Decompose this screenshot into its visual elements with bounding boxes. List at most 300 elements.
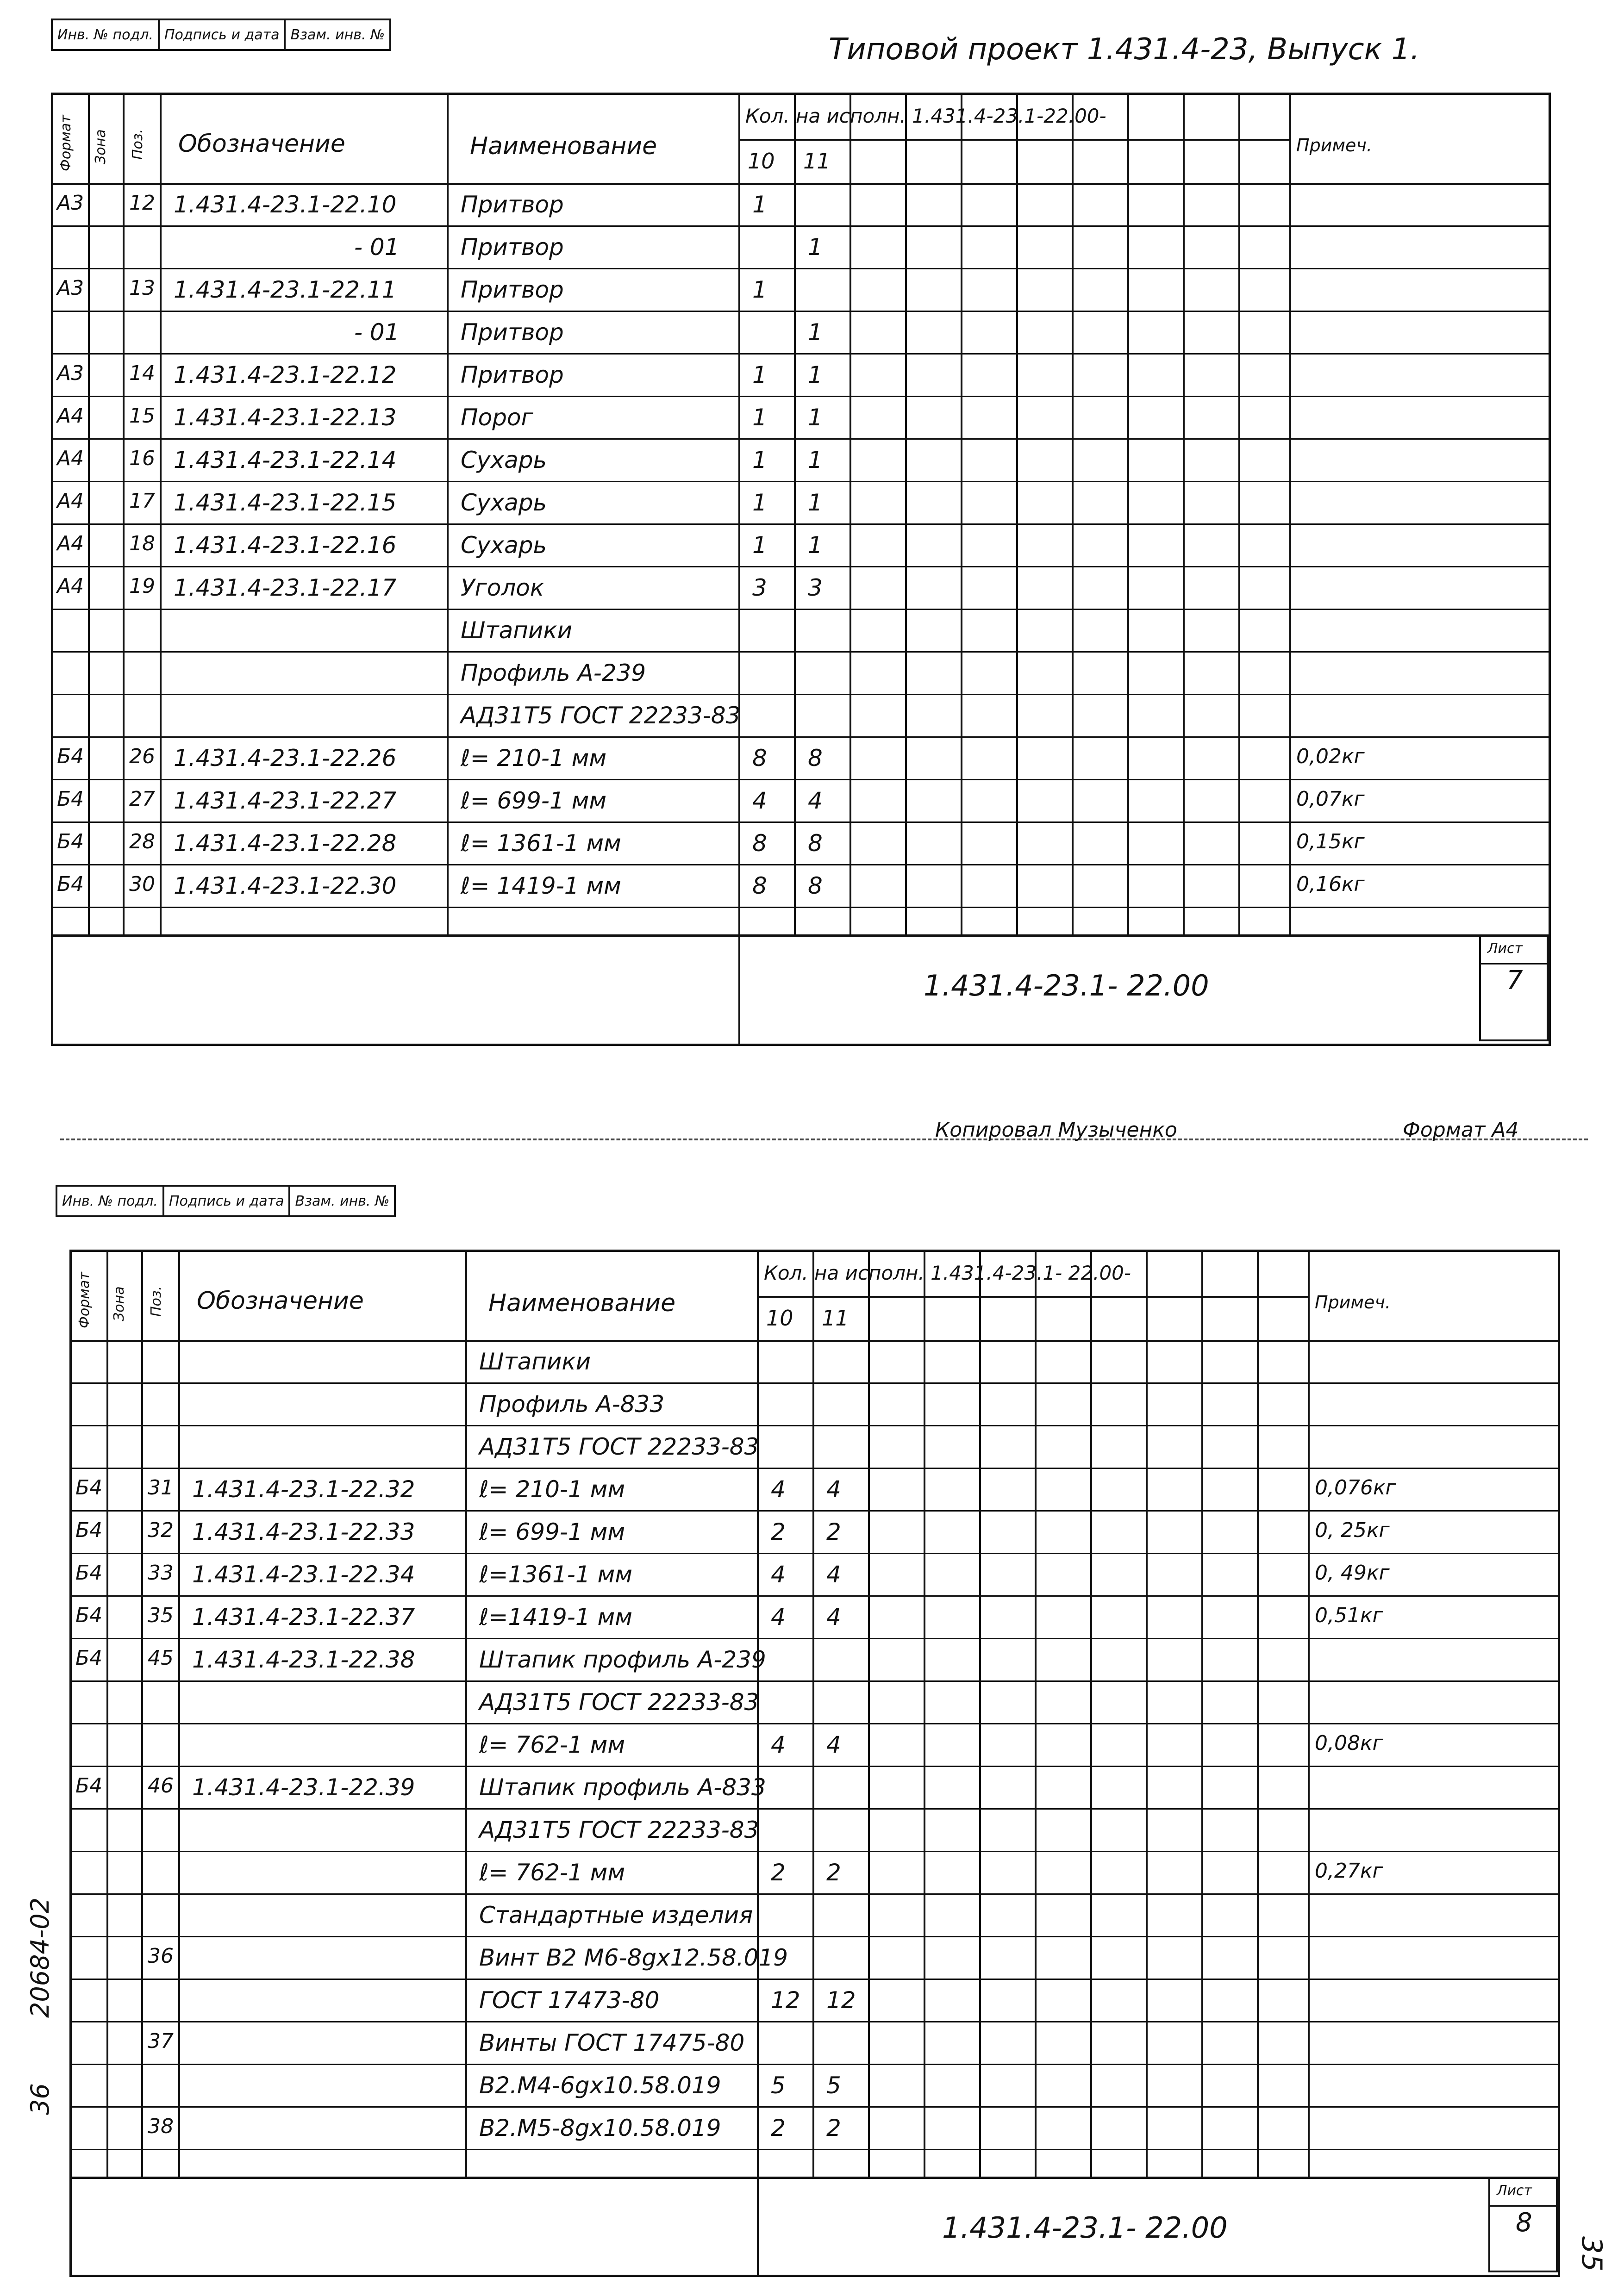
- page-divider: [60, 1139, 1588, 1140]
- cell-format: Б4: [75, 1604, 103, 1627]
- stamp-divider: [738, 934, 740, 1044]
- row-divider: [72, 1723, 757, 1724]
- row-divider: [53, 864, 738, 865]
- row-divider: [738, 651, 1549, 653]
- approval-stamp-bottom: [56, 1185, 396, 1217]
- cell-note: 0,27кг: [1315, 1859, 1383, 1883]
- approval-stamp-top: [51, 19, 391, 51]
- cell-designation: 1.431.4-23.1-22.34: [192, 1561, 415, 1588]
- cell-name: Штапик профиль А-239: [479, 1646, 766, 1673]
- cell-name: Притвор: [461, 276, 564, 303]
- row-divider: [757, 1851, 1558, 1852]
- inv-label: Инв. № подл.: [52, 19, 159, 50]
- cell-designation: 1.431.4-23.1-22.30: [174, 872, 397, 899]
- col-divider: [1289, 95, 1291, 934]
- row-divider: [72, 2149, 757, 2150]
- qty-header-line: [738, 139, 1289, 141]
- row-divider: [738, 523, 1549, 525]
- row-divider: [738, 268, 1549, 269]
- cell-position: 46: [148, 1774, 174, 1798]
- col-divider: [868, 1252, 870, 2177]
- row-divider: [53, 694, 738, 695]
- cell-qty-11: 4: [808, 787, 823, 814]
- cell-position: 14: [129, 361, 155, 385]
- cell-format: Б4: [75, 1561, 103, 1585]
- cell-name: Винт В2 М6-8gх12.58.019: [479, 1944, 788, 1971]
- sheet-number-box: [1479, 934, 1549, 1041]
- row-divider: [53, 907, 738, 908]
- cell-position: 35: [148, 1604, 174, 1627]
- cell-format: А4: [57, 532, 84, 555]
- row-divider: [72, 1893, 757, 1895]
- cell-name: В2.М5-8gх10.58.019: [479, 2115, 721, 2141]
- cell-format: Б4: [57, 745, 84, 768]
- col-divider: [1183, 95, 1185, 934]
- cell-qty-10: 1: [752, 489, 767, 516]
- project-title: Типовой проект 1.431.4-23, Выпуск 1.: [829, 32, 1420, 67]
- cell-designation: 1.431.4-23.1-22.26: [174, 745, 397, 772]
- row-divider: [738, 609, 1549, 610]
- row-divider: [72, 1425, 757, 1426]
- row-divider: [738, 694, 1549, 695]
- cell-qty-10: 2: [771, 1518, 786, 1545]
- cell-qty-10: 8: [752, 830, 767, 857]
- cell-name: ГОСТ 17473-80: [479, 1987, 660, 2014]
- cell-format: А3: [57, 191, 84, 215]
- cell-designation: 1.431.4-23.1-22.28: [174, 830, 397, 857]
- row-divider: [53, 438, 738, 440]
- cell-name: ℓ= 1361-1 мм: [461, 830, 621, 857]
- sheet-label: Лист: [1497, 2183, 1532, 2199]
- cell-position: 33: [148, 1561, 174, 1585]
- cell-qty-10: 1: [752, 191, 767, 218]
- cell-note: 0,076кг: [1315, 1476, 1396, 1500]
- col-name-label: Наименование: [488, 1289, 676, 1317]
- row-divider: [757, 2106, 1558, 2108]
- cell-qty-11: 1: [808, 361, 823, 388]
- cell-designation: 1.431.4-23.1-22.14: [174, 447, 397, 473]
- cell-qty-10: 1: [752, 361, 767, 388]
- col-divider: [1016, 95, 1018, 934]
- page-number-left: 36: [25, 2083, 55, 2115]
- col-divider: [1257, 1252, 1259, 2177]
- cell-qty-11: 2: [826, 1518, 841, 1545]
- cell-designation: 1.431.4-23.1-22.13: [174, 404, 397, 431]
- cell-qty-11: 1: [808, 447, 823, 473]
- cell-qty-10: 1: [752, 404, 767, 431]
- col-qty-label: Кол. на исполн. 1.431.4-23.1-22.00-: [745, 105, 1106, 127]
- inv-label: Инв. № подл.: [56, 1186, 163, 1216]
- cell-qty-11: 1: [808, 319, 823, 346]
- col-note-label: Примеч.: [1315, 1292, 1391, 1313]
- col-pos-label: Поз.: [130, 129, 146, 160]
- cell-format: А3: [57, 361, 84, 385]
- page-number-right: 35: [1575, 2236, 1608, 2272]
- cell-format: А4: [57, 447, 84, 470]
- cell-name: Уголок: [461, 574, 544, 601]
- cell-name: Притвор: [461, 191, 564, 218]
- cell-position: 38: [148, 2115, 174, 2138]
- col-divider: [88, 95, 90, 934]
- col-divider: [1146, 1252, 1148, 2177]
- cell-position: 15: [129, 404, 155, 428]
- cell-position: 27: [129, 787, 155, 811]
- cell-name: АД31Т5 ГОСТ 22233-83: [479, 1817, 759, 1843]
- cell-designation: 1.431.4-23.1-22.33: [192, 1518, 415, 1545]
- row-divider: [757, 1808, 1558, 1810]
- cell-name: Притвор: [461, 234, 564, 261]
- cell-format: А4: [57, 489, 84, 513]
- row-divider: [757, 1638, 1558, 1639]
- col-designation-label: Обозначение: [178, 130, 345, 158]
- row-divider: [738, 736, 1549, 738]
- row-divider: [53, 779, 738, 780]
- col-pos-label: Поз.: [148, 1286, 164, 1317]
- col-name-label: Наименование: [470, 132, 657, 160]
- cell-position: 12: [129, 191, 155, 215]
- row-divider: [738, 353, 1549, 355]
- cell-position: 18: [129, 532, 155, 555]
- cell-name: Сухарь: [461, 489, 547, 516]
- col-format-label: Формат: [76, 1272, 93, 1328]
- cell-qty-11: 5: [826, 2072, 841, 2099]
- cell-name: Штапики: [479, 1348, 591, 1375]
- row-divider: [738, 481, 1549, 482]
- cell-qty-11: 1: [808, 489, 823, 516]
- cell-name: Порог: [461, 404, 533, 431]
- cell-qty-11: 8: [808, 830, 823, 857]
- cell-position: 28: [129, 830, 155, 853]
- cell-name: Штапики: [461, 617, 573, 644]
- cell-format: А4: [57, 574, 84, 598]
- cell-designation: 1.431.4-23.1-22.12: [174, 361, 397, 388]
- cell-designation: - 01: [354, 234, 400, 261]
- cell-name: ℓ= 699-1 мм: [461, 787, 607, 814]
- cell-name: ℓ= 210-1 мм: [479, 1476, 625, 1503]
- row-divider: [757, 1893, 1558, 1895]
- cell-name: Профиль А-239: [461, 660, 646, 686]
- row-divider: [72, 1766, 757, 1767]
- sign-label: Подпись и дата: [159, 19, 285, 50]
- row-divider: [53, 268, 738, 269]
- cell-qty-11: 4: [826, 1476, 841, 1503]
- col-divider: [794, 95, 796, 934]
- row-divider: [738, 438, 1549, 440]
- row-divider: [757, 1425, 1558, 1426]
- col-divider: [1308, 1252, 1310, 2177]
- cell-name: Профиль А-833: [479, 1391, 665, 1418]
- col-divider: [1090, 1252, 1092, 2177]
- cell-qty-11: 8: [808, 745, 823, 772]
- row-divider: [738, 864, 1549, 865]
- cell-name: Притвор: [461, 361, 564, 388]
- cell-name: ℓ=1361-1 мм: [479, 1561, 632, 1588]
- cell-format: Б4: [57, 787, 84, 811]
- cell-qty-11: 2: [826, 2115, 841, 2141]
- row-divider: [757, 1468, 1558, 1469]
- cell-name: ℓ= 1419-1 мм: [461, 872, 621, 899]
- row-divider: [738, 821, 1549, 823]
- col-variant-10: 10: [766, 1306, 793, 1331]
- cell-note: 0, 49кг: [1315, 1561, 1390, 1585]
- col-zone-label: Зона: [111, 1286, 127, 1321]
- cell-format: Б4: [75, 1646, 103, 1670]
- cell-name: ℓ= 762-1 мм: [479, 1859, 625, 1886]
- row-divider: [53, 225, 738, 227]
- cell-name: АД31Т5 ГОСТ 22233-83: [479, 1433, 759, 1460]
- row-divider: [72, 1936, 757, 1937]
- row-divider: [53, 736, 738, 738]
- sheet-number: 7: [1506, 965, 1523, 996]
- cell-note: 0,16кг: [1296, 872, 1365, 896]
- replace-label: Взам. инв. №: [289, 1186, 395, 1216]
- cell-qty-10: 1: [752, 447, 767, 473]
- row-divider: [53, 523, 738, 525]
- row-divider: [53, 651, 738, 653]
- col-divider: [1201, 1252, 1203, 2177]
- col-variant-11: 11: [822, 1306, 849, 1331]
- cell-qty-10: 4: [752, 787, 767, 814]
- cell-name: Сухарь: [461, 447, 547, 473]
- cell-note: 0, 25кг: [1315, 1518, 1390, 1542]
- cell-name: Сухарь: [461, 532, 547, 559]
- col-variant-10: 10: [748, 149, 775, 174]
- cell-designation: 1.431.4-23.1-22.32: [192, 1476, 415, 1503]
- col-divider: [1238, 95, 1240, 934]
- col-divider: [905, 95, 907, 934]
- cell-name: Винты ГОСТ 17475-80: [479, 2029, 745, 2056]
- cell-name: АД31Т5 ГОСТ 22233-83: [479, 1689, 759, 1716]
- cell-format: Б4: [57, 830, 84, 853]
- header-bottom-line: [72, 1340, 1558, 1342]
- cell-position: 17: [129, 489, 155, 513]
- row-divider: [757, 1680, 1558, 1682]
- row-divider: [757, 1766, 1558, 1767]
- row-divider: [757, 2064, 1558, 2065]
- cell-qty-11: 1: [808, 234, 823, 261]
- cell-designation: - 01: [354, 319, 400, 346]
- cell-format: А4: [57, 404, 84, 428]
- cell-designation: 1.431.4-23.1-22.38: [192, 1646, 415, 1673]
- row-divider: [72, 1680, 757, 1682]
- row-divider: [72, 1979, 757, 1980]
- cell-position: 13: [129, 276, 155, 300]
- cell-designation: 1.431.4-23.1-22.27: [174, 787, 397, 814]
- header-bottom-line: [53, 183, 1549, 185]
- row-divider: [72, 1595, 757, 1597]
- cell-position: 32: [148, 1518, 174, 1542]
- row-divider: [53, 566, 738, 567]
- cell-qty-11: 1: [808, 404, 823, 431]
- spec-table-sheet-8: [69, 1250, 1560, 2277]
- col-divider: [178, 1252, 180, 2177]
- col-divider: [123, 95, 125, 934]
- row-divider: [72, 1808, 757, 1810]
- cell-name: ℓ= 699-1 мм: [479, 1518, 625, 1545]
- cell-qty-11: 12: [826, 1987, 856, 2014]
- cell-note: 0,08кг: [1315, 1731, 1383, 1755]
- row-divider: [738, 779, 1549, 780]
- cell-designation: 1.431.4-23.1-22.37: [192, 1604, 415, 1630]
- row-divider: [72, 2064, 757, 2065]
- row-divider: [757, 1510, 1558, 1512]
- col-divider: [447, 95, 449, 934]
- cell-designation: 1.431.4-23.1-22.16: [174, 532, 397, 559]
- col-qty-label: Кол. на исполн. 1.431.4-23.1- 22.00-: [764, 1262, 1131, 1284]
- doc-code: 1.431.4-23.1- 22.00: [942, 2211, 1228, 2245]
- cell-qty-10: 2: [771, 2115, 786, 2141]
- col-divider: [160, 95, 162, 934]
- row-divider: [53, 609, 738, 610]
- cell-position: 36: [148, 1944, 174, 1968]
- cell-position: 19: [129, 574, 155, 598]
- cell-position: 45: [148, 1646, 174, 1670]
- col-divider: [849, 95, 851, 934]
- col-divider: [979, 1252, 981, 2177]
- cell-position: 26: [129, 745, 155, 768]
- cell-qty-10: 1: [752, 532, 767, 559]
- cell-qty-11: 4: [826, 1604, 841, 1630]
- row-divider: [738, 225, 1549, 227]
- cell-qty-11: 4: [826, 1561, 841, 1588]
- cell-designation: 1.431.4-23.1-22.39: [192, 1774, 415, 1801]
- cell-name: АД31Т5 ГОСТ 22233-83: [461, 702, 741, 729]
- stamp-top-line: [72, 2177, 1558, 2179]
- row-divider: [757, 1936, 1558, 1937]
- row-divider: [757, 2149, 1558, 2150]
- row-divider: [757, 1553, 1558, 1554]
- col-divider: [738, 95, 740, 934]
- stamp-divider: [757, 2177, 759, 2275]
- archive-number: 20684-02: [25, 1898, 55, 2018]
- cell-qty-10: 3: [752, 574, 767, 601]
- col-divider: [812, 1252, 814, 2177]
- cell-position: 30: [129, 872, 155, 896]
- spec-table-sheet-7: [51, 93, 1551, 1046]
- cell-qty-11: 8: [808, 872, 823, 899]
- cell-qty-10: 4: [771, 1604, 786, 1630]
- col-divider: [106, 1252, 108, 2177]
- row-divider: [738, 396, 1549, 397]
- cell-qty-11: 4: [826, 1731, 841, 1758]
- cell-format: Б4: [57, 872, 84, 896]
- cell-name: Штапик профиль А-833: [479, 1774, 766, 1801]
- sheet-number-box: [1488, 2177, 1558, 2272]
- col-divider: [1072, 95, 1074, 934]
- cell-position: 16: [129, 447, 155, 470]
- cell-qty-10: 4: [771, 1731, 786, 1758]
- cell-qty-10: 8: [752, 745, 767, 772]
- cell-designation: 1.431.4-23.1-22.15: [174, 489, 397, 516]
- cell-note: 0,15кг: [1296, 830, 1365, 853]
- cell-designation: 1.431.4-23.1-22.10: [174, 191, 397, 218]
- col-divider: [924, 1252, 925, 2177]
- col-format-label: Формат: [58, 115, 74, 171]
- cell-format: А3: [57, 276, 84, 300]
- sign-label: Подпись и дата: [163, 1186, 290, 1216]
- cell-qty-11: 1: [808, 532, 823, 559]
- col-designation-label: Обозначение: [197, 1287, 364, 1315]
- cell-qty-10: 8: [752, 872, 767, 899]
- cell-name: ℓ=1419-1 мм: [479, 1604, 632, 1630]
- col-zone-label: Зона: [93, 129, 109, 164]
- row-divider: [72, 1851, 757, 1852]
- row-divider: [757, 1723, 1558, 1724]
- row-divider: [53, 481, 738, 482]
- cell-note: 0,02кг: [1296, 745, 1365, 768]
- row-divider: [72, 1553, 757, 1554]
- cell-qty-11: 3: [808, 574, 823, 601]
- row-divider: [53, 396, 738, 397]
- copied-by: Копировал Музыченко: [935, 1118, 1177, 1142]
- cell-qty-10: 12: [771, 1987, 800, 2014]
- format-label: Формат А4: [1403, 1118, 1519, 1142]
- cell-qty-10: 4: [771, 1561, 786, 1588]
- row-divider: [72, 1638, 757, 1639]
- row-divider: [72, 1382, 757, 1384]
- cell-name: В2.М4-6gх10.58.019: [479, 2072, 721, 2099]
- cell-note: 0,51кг: [1315, 1604, 1383, 1627]
- col-divider: [1035, 1252, 1037, 2177]
- cell-designation: 1.431.4-23.1-22.17: [174, 574, 397, 601]
- row-divider: [738, 907, 1549, 908]
- col-note-label: Примеч.: [1296, 135, 1372, 156]
- row-divider: [757, 1595, 1558, 1597]
- row-divider: [53, 353, 738, 355]
- cell-designation: 1.431.4-23.1-22.11: [174, 276, 397, 303]
- sheet-box-divider: [1481, 963, 1547, 964]
- cell-note: 0,07кг: [1296, 787, 1365, 811]
- row-divider: [72, 1468, 757, 1469]
- row-divider: [72, 1510, 757, 1512]
- qty-header-line: [757, 1296, 1308, 1298]
- row-divider: [757, 1382, 1558, 1384]
- col-divider: [1127, 95, 1129, 934]
- cell-name: ℓ= 762-1 мм: [479, 1731, 625, 1758]
- row-divider: [53, 821, 738, 823]
- replace-label: Взам. инв. №: [285, 19, 390, 50]
- cell-qty-10: 2: [771, 1859, 786, 1886]
- cell-position: 37: [148, 2029, 174, 2053]
- cell-format: Б4: [75, 1774, 103, 1798]
- sheet-box-divider: [1490, 2205, 1556, 2207]
- row-divider: [72, 2021, 757, 2022]
- row-divider: [72, 2106, 757, 2108]
- cell-name: Притвор: [461, 319, 564, 346]
- col-divider: [961, 95, 962, 934]
- sheet-number: 8: [1516, 2208, 1532, 2238]
- row-divider: [738, 311, 1549, 312]
- doc-code: 1.431.4-23.1- 22.00: [924, 969, 1209, 1002]
- stamp-top-line: [53, 934, 1549, 937]
- cell-position: 31: [148, 1476, 174, 1500]
- row-divider: [757, 1979, 1558, 1980]
- row-divider: [53, 311, 738, 312]
- cell-qty-10: 1: [752, 276, 767, 303]
- cell-name: ℓ= 210-1 мм: [461, 745, 607, 772]
- col-divider: [465, 1252, 467, 2177]
- cell-qty-11: 2: [826, 1859, 841, 1886]
- cell-format: Б4: [75, 1476, 103, 1500]
- cell-format: Б4: [75, 1518, 103, 1542]
- col-variant-11: 11: [803, 149, 831, 174]
- row-divider: [738, 566, 1549, 567]
- cell-name: Стандартные изделия: [479, 1902, 753, 1929]
- cell-qty-10: 5: [771, 2072, 786, 2099]
- sheet-label: Лист: [1487, 940, 1523, 957]
- row-divider: [757, 2021, 1558, 2022]
- cell-qty-10: 4: [771, 1476, 786, 1503]
